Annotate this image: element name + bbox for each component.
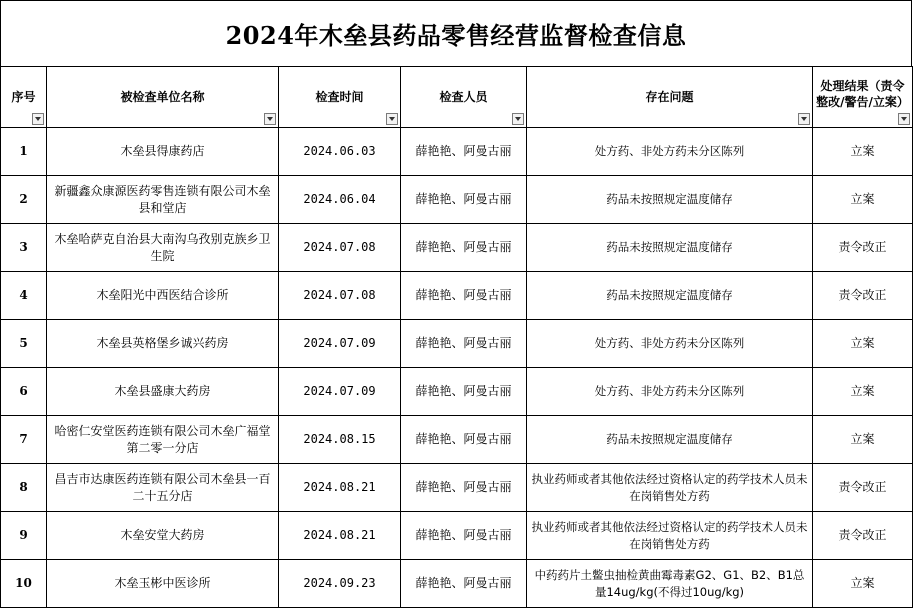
- cell-date[interactable]: 2024.06.03: [279, 128, 401, 176]
- table-row: [1, 416, 913, 464]
- cell-seq[interactable]: 9: [1, 512, 47, 560]
- header-result: 处理结果（责令整改/警告/立案）: [813, 67, 913, 128]
- table-row: [1, 368, 913, 416]
- cell-unit[interactable]: 木垒县盛康大药房: [47, 368, 279, 416]
- cell-seq[interactable]: 1: [1, 128, 47, 176]
- table-row: [1, 560, 913, 608]
- cell-issue[interactable]: 药品未按照规定温度储存: [527, 272, 813, 320]
- cell-result[interactable]: 责令改正: [813, 272, 913, 320]
- header-unit: 被检查单位名称: [47, 67, 279, 128]
- table-row: [1, 272, 913, 320]
- cell-date[interactable]: 2024.08.21: [279, 512, 401, 560]
- cell-issue[interactable]: 处方药、非处方药未分区陈列: [527, 368, 813, 416]
- cell-result[interactable]: 立案: [813, 416, 913, 464]
- cell-result[interactable]: 责令改正: [813, 464, 913, 512]
- table-row: [1, 128, 913, 176]
- table-row: [1, 224, 913, 272]
- table-row: [1, 320, 913, 368]
- cell-inspectors[interactable]: 薛艳艳、阿曼古丽: [401, 512, 527, 560]
- cell-date[interactable]: 2024.07.08: [279, 272, 401, 320]
- header-inspectors: 检查人员: [401, 67, 527, 128]
- cell-result[interactable]: 责令改正: [813, 512, 913, 560]
- cell-seq[interactable]: 5: [1, 320, 47, 368]
- filter-dropdown-icon[interactable]: [32, 113, 44, 125]
- cell-seq[interactable]: 4: [1, 272, 47, 320]
- cell-issue[interactable]: 执业药师或者其他依法经过资格认定的药学技术人员未在岗销售处方药: [527, 512, 813, 560]
- cell-result[interactable]: 责令改正: [813, 224, 913, 272]
- cell-result[interactable]: 立案: [813, 128, 913, 176]
- table-row: [1, 464, 913, 512]
- cell-inspectors[interactable]: 薛艳艳、阿曼古丽: [401, 224, 527, 272]
- cell-unit[interactable]: 木垒玉彬中医诊所: [47, 560, 279, 608]
- cell-result[interactable]: 立案: [813, 368, 913, 416]
- cell-issue[interactable]: 处方药、非处方药未分区陈列: [527, 128, 813, 176]
- cell-date[interactable]: 2024.07.09: [279, 368, 401, 416]
- cell-unit[interactable]: 昌吉市达康医药连锁有限公司木垒县一百二十五分店: [47, 464, 279, 512]
- header-row: [1, 67, 913, 128]
- sheet-title: 2024年木垒县药品零售经营监督检查信息: [0, 0, 912, 66]
- cell-date[interactable]: 2024.07.08: [279, 224, 401, 272]
- filter-dropdown-icon[interactable]: [898, 113, 910, 125]
- cell-result[interactable]: 立案: [813, 176, 913, 224]
- cell-unit[interactable]: 木垒安堂大药房: [47, 512, 279, 560]
- cell-seq[interactable]: 3: [1, 224, 47, 272]
- table-row: [1, 512, 913, 560]
- cell-inspectors[interactable]: 薛艳艳、阿曼古丽: [401, 368, 527, 416]
- cell-seq[interactable]: 10: [1, 560, 47, 608]
- filter-dropdown-icon[interactable]: [512, 113, 524, 125]
- cell-date[interactable]: 2024.09.23: [279, 560, 401, 608]
- filter-dropdown-icon[interactable]: [798, 113, 810, 125]
- cell-seq[interactable]: 7: [1, 416, 47, 464]
- cell-inspectors[interactable]: 薛艳艳、阿曼古丽: [401, 272, 527, 320]
- cell-issue[interactable]: 药品未按照规定温度储存: [527, 224, 813, 272]
- cell-date[interactable]: 2024.08.21: [279, 464, 401, 512]
- cell-date[interactable]: 2024.08.15: [279, 416, 401, 464]
- cell-date[interactable]: 2024.06.04: [279, 176, 401, 224]
- header-date: 检查时间: [279, 67, 401, 128]
- cell-seq[interactable]: 2: [1, 176, 47, 224]
- cell-result[interactable]: 立案: [813, 320, 913, 368]
- cell-inspectors[interactable]: 薛艳艳、阿曼古丽: [401, 560, 527, 608]
- cell-seq[interactable]: 8: [1, 464, 47, 512]
- cell-issue[interactable]: 药品未按照规定温度储存: [527, 176, 813, 224]
- cell-result[interactable]: 立案: [813, 560, 913, 608]
- table-row: [1, 176, 913, 224]
- cell-unit[interactable]: 木垒阳光中西医结合诊所: [47, 272, 279, 320]
- cell-issue[interactable]: 执业药师或者其他依法经过资格认定的药学技术人员未在岗销售处方药: [527, 464, 813, 512]
- cell-inspectors[interactable]: 薛艳艳、阿曼古丽: [401, 176, 527, 224]
- filter-dropdown-icon[interactable]: [264, 113, 276, 125]
- cell-unit[interactable]: 木垒哈萨克自治县大南沟乌孜别克族乡卫生院: [47, 224, 279, 272]
- filter-dropdown-icon[interactable]: [386, 113, 398, 125]
- cell-issue[interactable]: 处方药、非处方药未分区陈列: [527, 320, 813, 368]
- cell-unit[interactable]: 木垒县得康药店: [47, 128, 279, 176]
- cell-unit[interactable]: 哈密仁安堂医药连锁有限公司木垒广福堂第二零一分店: [47, 416, 279, 464]
- header-seq: 序号: [1, 67, 47, 128]
- cell-issue[interactable]: 中药药片土鳖虫抽检黄曲霉毒素G2、G1、B2、B1总量14ug/kg(不得过10ug/kg): [527, 560, 813, 608]
- cell-unit[interactable]: 新疆鑫众康源医药零售连锁有限公司木垒县和堂店: [47, 176, 279, 224]
- cell-inspectors[interactable]: 薛艳艳、阿曼古丽: [401, 320, 527, 368]
- cell-inspectors[interactable]: 薛艳艳、阿曼古丽: [401, 416, 527, 464]
- cell-inspectors[interactable]: 薛艳艳、阿曼古丽: [401, 128, 527, 176]
- cell-inspectors[interactable]: 薛艳艳、阿曼古丽: [401, 464, 527, 512]
- inspection-table: [0, 66, 913, 608]
- header-issue: 存在问题: [527, 67, 813, 128]
- cell-unit[interactable]: 木垒县英格堡乡诚兴药房: [47, 320, 279, 368]
- cell-date[interactable]: 2024.07.09: [279, 320, 401, 368]
- cell-issue[interactable]: 药品未按照规定温度储存: [527, 416, 813, 464]
- cell-seq[interactable]: 6: [1, 368, 47, 416]
